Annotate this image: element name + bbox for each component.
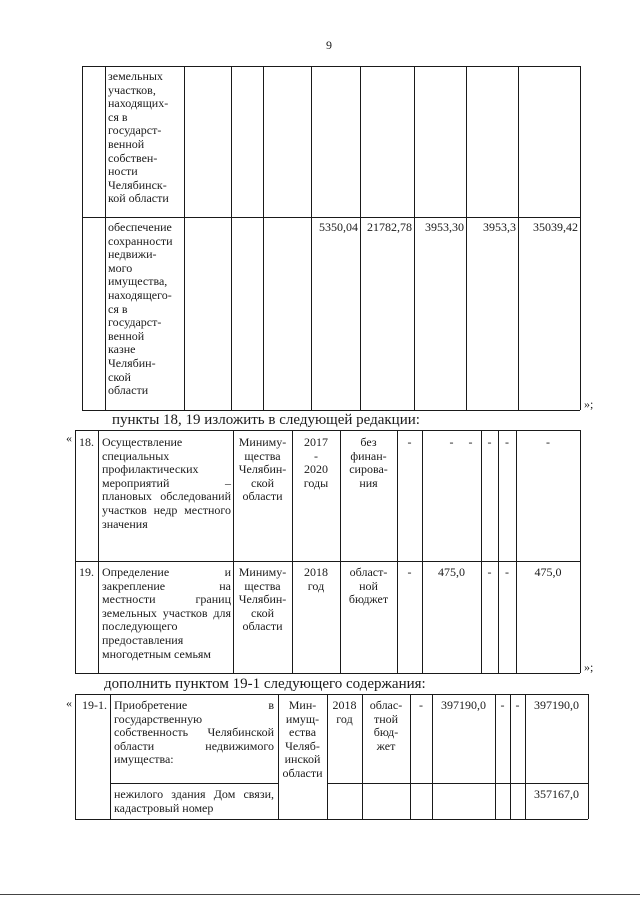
- table-1-row-2-value-4: 3953,3: [483, 220, 516, 234]
- table-2-row-19-source: област- ной бюджет: [348, 565, 389, 607]
- table-3-period: 2018 год: [332, 698, 357, 726]
- table-1-row-2-value-5: 35039,42: [533, 220, 578, 234]
- table-2-row-19-value-2: 475,0: [438, 565, 465, 579]
- table-2-row-18-value-4: -: [487, 435, 492, 449]
- table-2-row-18-period: 2017 - 2020 годы: [303, 435, 329, 490]
- table-3-executor: Мин- имущ- ества Челяб- инской области: [282, 698, 323, 780]
- table-2-row-18-value-5: -: [505, 435, 509, 449]
- table-2-row-19-executor: Миниму- щества Челябин- ской области: [238, 565, 287, 634]
- table-2-row-18-executor: Миниму- щества Челябин- ской области: [238, 435, 287, 504]
- table-1-row-1-name: земельных участков, находящих- ся в государст- венной собствен- ности Челябинск- кой области: [108, 69, 169, 206]
- table-2-open-mark: «: [66, 431, 72, 445]
- table-1-row-2-value-1: 5350,04: [319, 220, 358, 234]
- table-3-value-1: -: [419, 698, 423, 712]
- table-1-close-mark: »;: [584, 397, 594, 411]
- table-3-value-3: -: [500, 698, 505, 712]
- table-2-row-18-value-1: -: [407, 435, 412, 449]
- table-2-row-19-value-1: -: [407, 565, 412, 579]
- table-2-row-18-number: 18.: [79, 435, 94, 449]
- table-3-sub-row-total: 357167,0: [534, 787, 579, 801]
- table-3-sub-row-name: нежилого здания Дом связи, кадастровый номер: [114, 787, 274, 815]
- table-1-row-2-name: обеспечение сохранности недвижи- мого имущества, находящего- ся в государст- венной казне Челябин- ской области: [108, 220, 173, 398]
- table-2-row-18-total: -: [546, 435, 550, 449]
- table-2-close-mark: »;: [584, 660, 594, 674]
- table-2-row-19-value-3: -: [487, 565, 492, 579]
- table-3-value-4: -: [515, 698, 520, 712]
- table-2-row-18-value-2: -: [449, 435, 454, 449]
- table-2-row-18-name: Осуществление специальных профилактических мероприятий – плановых обследований участков недр местного значения: [102, 435, 231, 531]
- page-bottom-edge: [0, 894, 640, 895]
- table-3-source: облас- тной бюд- жет: [369, 698, 403, 753]
- table-2-row-19-total: 475,0: [534, 565, 562, 579]
- table-3-open-mark: «: [66, 696, 72, 710]
- heading-item-19-1: дополнить пунктом 19-1 следующего содержания:: [104, 676, 426, 692]
- table-2-row-19-name: Определение и закрепление на местности границ земельных участков для последующего предоставления многодетным семьям: [102, 565, 231, 661]
- table-3-value-2: 397190,0: [441, 698, 486, 712]
- table-1-row-2-value-2: 21782,78: [367, 220, 412, 234]
- table-1-row-2-value-3: 3953,30: [425, 220, 464, 234]
- page-number: 9: [326, 38, 332, 52]
- table-2-row-18-value-3: -: [468, 435, 473, 449]
- table-3-row-number: 19-1.: [82, 698, 107, 712]
- table-2-row-19-number: 19.: [79, 565, 94, 579]
- table-2-row-19-period: 2018 год: [304, 565, 328, 593]
- table-3-row-name: Приобретение в государственную собственность Челябинской области недвижимого имущества:: [114, 698, 274, 767]
- heading-items-18-19: пункты 18, 19 изложить в следующей редакции:: [112, 412, 420, 428]
- table-2-row-19-value-4: -: [505, 565, 509, 579]
- table-3-total: 397190,0: [534, 698, 579, 712]
- table-2-row-18-source: без финан- сирова- ния: [349, 435, 388, 490]
